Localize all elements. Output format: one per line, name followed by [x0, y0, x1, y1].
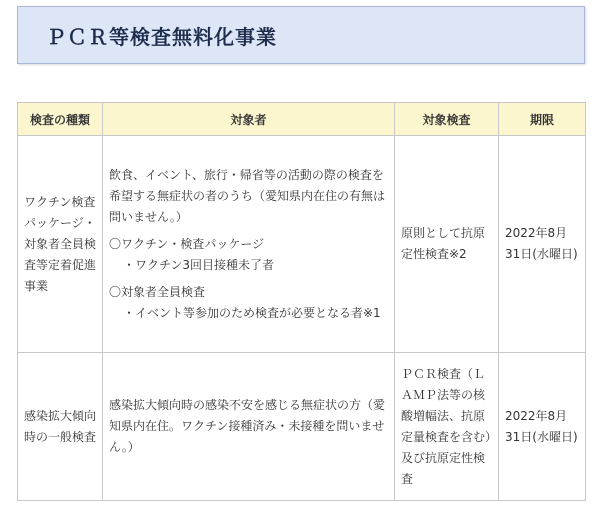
table-header-row [18, 103, 586, 136]
header-type: 検査の種類 [18, 103, 103, 136]
target-item-heading: 〇ワクチン・検査パッケージ [109, 236, 265, 251]
target-intro: 感染拡大傾向時の感染不安を感じる無症状の方（愛知県内在住。ワクチン接種済み・未接種を問いません。） [109, 398, 386, 454]
header-target: 対象者 [103, 103, 395, 136]
target-intro: 飲食、イベント、旅行・帰省等の活動の際の検査を希望する無症状の者のうち（愛知県内在住の有無は問いません。） [109, 167, 386, 224]
cell-test: ＰＣＲ検査（ＬＡＭＰ法等の核酸増幅法、抗原定量検査を含む）及び抗原定性検査 [395, 353, 499, 501]
table-row [18, 353, 586, 501]
cell-test: 原則として抗原定性検査※2 [395, 136, 499, 353]
page-title-box [17, 6, 585, 64]
cell-type: 感染拡大傾向時の一般検査 [18, 353, 103, 501]
target-item-detail: ・イベント等参加のため検査が必要となる者※1 [123, 305, 381, 320]
cell-type: ワクチン検査パッケージ・対象者全員検査等定着促進事業 [18, 136, 103, 353]
cell-period: 2022年8月31日(水曜日) [499, 136, 586, 353]
cell-target [103, 136, 395, 353]
header-test: 対象検査 [395, 103, 499, 136]
inspection-table [17, 102, 586, 501]
cell-target [103, 353, 395, 501]
target-item-heading: 〇対象者全員検査 [109, 284, 206, 299]
page-title: ＰＣＲ等検査無料化事業 [46, 25, 277, 49]
cell-period: 2022年8月31日(水曜日) [499, 353, 586, 501]
header-period: 期限 [499, 103, 586, 136]
table-row [18, 136, 586, 353]
target-item-detail: ・ワクチン3回目接種未了者 [123, 257, 275, 272]
